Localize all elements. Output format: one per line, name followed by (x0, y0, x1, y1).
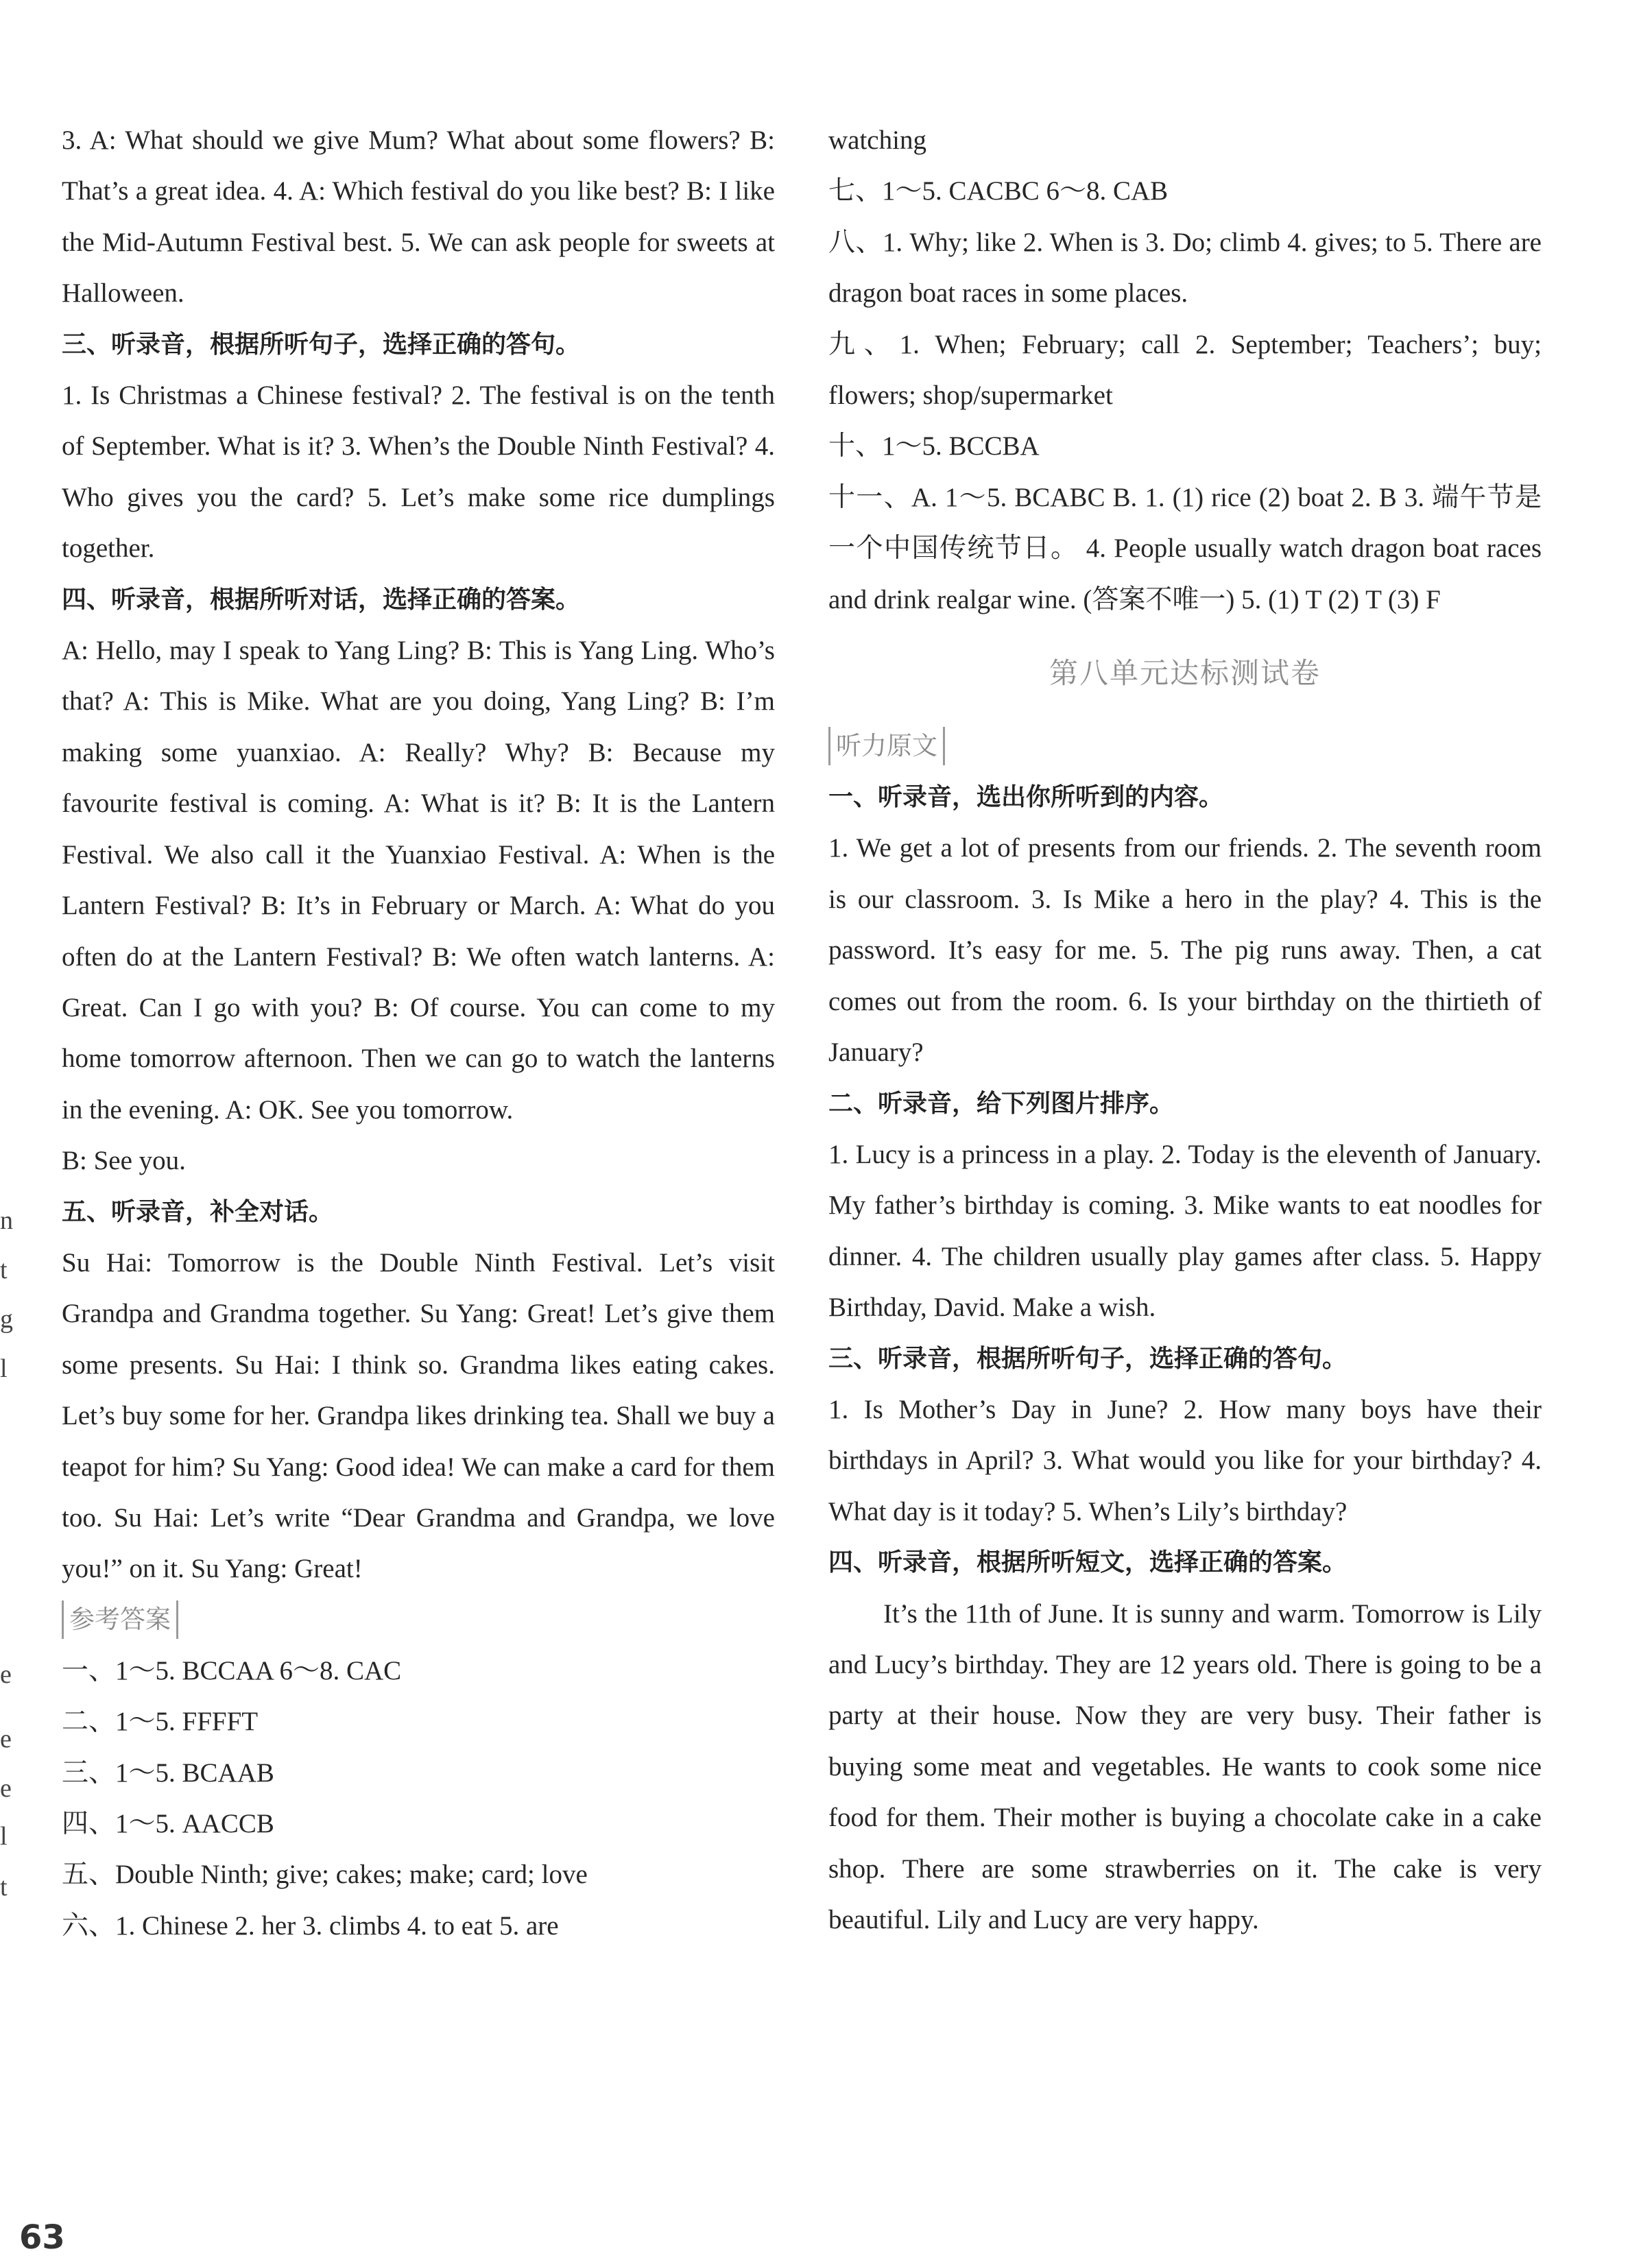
listening-script-tag: 听力原文 (828, 727, 945, 765)
unit8-section-1-heading: 一、听录音，选出你所听到的内容。 (828, 783, 1224, 812)
answer-line: 一、1～5. BCCAA 6～8. CAC (62, 1655, 402, 1686)
answer-line: 五、Double Ninth; give; cakes; make; card; love (62, 1860, 588, 1890)
unit8-section-3-text: 1. Is Mother’s Day in June? 2. How many boys have their birthdays in April? 3. What would you like for your birthday? 4. What day is it today? 5. When’s Lily’s birthday? (828, 1394, 1542, 1526)
unit8-section-2-text: 1. Lucy is a princess in a play. 2. Today is the eleventh of January. My father’s birthday is coming. 3. Mike wants to eat noodles for dinner. 4. The children usually play games after class. 5. Happy Birthday, David. Make a wish. (828, 1139, 1542, 1323)
answer-11: 十一、A. 1～5. BCABC B. 1. (1) rice (2) boat 2. B 3. 端午节是一个中国传统节日。 4. People usually watch dragon boat races and drink realgar wine. (答案不唯一) 5. (1) T (2) T (3) F (828, 482, 1542, 614)
edge-letter: t (0, 1256, 8, 1284)
unit8-section-2-heading: 二、听录音，给下列图片排序。 (828, 1089, 1175, 1118)
section-4-last-line: B: See you. (62, 1146, 186, 1176)
answer-10: 十、1～5. BCCBA (828, 431, 1040, 461)
unit8-section-1-text: 1. We get a lot of presents from our friends. 2. The seventh room is our classroom. 3. Is Mike a hero in the play? 4. This is the password. It’s easy for me. 5. The pig runs away. Then, a cat comes out from the room. 6. Is your birthday on the thirtieth of January? (828, 833, 1542, 1068)
answer-line: 三、1～5. BCAAB (62, 1758, 274, 1788)
answer-line: 四、1～5. AACCB (62, 1809, 274, 1838)
section-4-heading: 四、听录音，根据所听对话，选择正确的答案。 (62, 585, 581, 614)
answer-9: 九、1. When; February; call 2. September; Teachers’; buy; flowers; shop/supermarket (828, 329, 1542, 411)
edge-letter: e (0, 1725, 12, 1753)
answer-line: 六、1. Chinese 2. her 3. climbs 4. to eat 5. are (62, 1910, 559, 1941)
edge-letter: t (0, 1873, 8, 1902)
right-column (828, 115, 1542, 1945)
unit8-section-4-heading: 四、听录音，根据所听短文，选择正确的答案。 (828, 1548, 1348, 1577)
page-number: 63 (19, 2218, 65, 2257)
section-5-dialogue: Su Hai: Tomorrow is the Double Ninth Festival. Let’s visit Grandpa and Grandma together. Su Yang: Great! Let’s give them some presents. Su Hai: I think so. Grandma likes eating cakes. Let’s buy some for her. Grandpa likes drinking tea. Shall we buy a teapot for him? Su Yang: Good idea! We can make a card for them too. Su Hai: Let’s write “Dear Grandma and Grandpa, we love you!” on it. Su Yang: Great! (62, 1247, 775, 1584)
section-4-dialogue: A: Hello, may I speak to Yang Ling? B: This is Yang Ling. Who’s that? A: This is Mike. What are you doing, Yang Ling? B: I’m making some yuanxiao. A: Really? Why? B: Because my favourite festival is coming. A: What is it? B: It is the Lantern Festival. We also call it the Yuanxiao Festival. A: When is the Lantern Festival? B: It’s in February or March. A: What do you often do at the Lantern Festival? B: We often watch lanterns. A: Great. Can I go with you? B: Of course. You can come to my home tomorrow afternoon. Then we can go to watch the lanterns in the evening. A: OK. See you tomorrow. (62, 636, 775, 1125)
answer-7: 七、1～5. CACBC 6～8. CAB (828, 176, 1169, 206)
section-3-text: 1. Is Christmas a Chinese festival? 2. The festival is on the tenth of September. What is it? 3. When’s the Double Ninth Festival? 4. Who gives you the card? 5. Let’s make some rice dumplings together. (62, 381, 775, 564)
edge-letter: n (0, 1206, 13, 1235)
section-3-heading: 三、听录音，根据所听句子，选择正确的答句。 (62, 330, 581, 359)
unit-8-title: 第八单元达标测试卷 (1049, 656, 1321, 691)
edge-letter: l (0, 1354, 8, 1383)
answer-8: 八、1. Why; like 2. When is 3. Do; climb 4. gives; to 5. There are dragon boat races in some places. (828, 227, 1542, 309)
section-5-heading: 五、听录音，补全对话。 (62, 1197, 334, 1226)
unit8-section-3-heading: 三、听录音，根据所听句子，选择正确的答句。 (828, 1344, 1348, 1373)
continued-word: watching (828, 125, 926, 155)
edge-letter: e (0, 1774, 12, 1803)
edge-letter: l (0, 1822, 8, 1851)
edge-letter: e (0, 1660, 12, 1689)
edge-letter: g (0, 1305, 13, 1334)
left-column (62, 115, 775, 1952)
unit8-section-4-passage: It’s the 11th of June. It is sunny and warm. Tomorrow is Lily and Lucy’s birthday. They are 12 years old. There is going to be a party at their house. Now they are very busy. Their father is buying some meat and vegetables. He wants to cook some nice food for them. Their mother is buying a chocolate cake in a cake shop. There are some strawberries on it. The cake is very beautiful. Lily and Lucy are very happy. (828, 1598, 1542, 1934)
answer-line: 二、1～5. FFFFT (62, 1707, 259, 1737)
left-intro-paragraph: 3. A: What should we give Mum? What about some flowers? B: That’s a great idea. 4. A: Which festival do you like best? B: I like the Mid-Autumn Festival best. 5. We can ask people for sweets at Halloween. (62, 125, 775, 309)
answers-tag: 参考答案 (62, 1600, 178, 1639)
